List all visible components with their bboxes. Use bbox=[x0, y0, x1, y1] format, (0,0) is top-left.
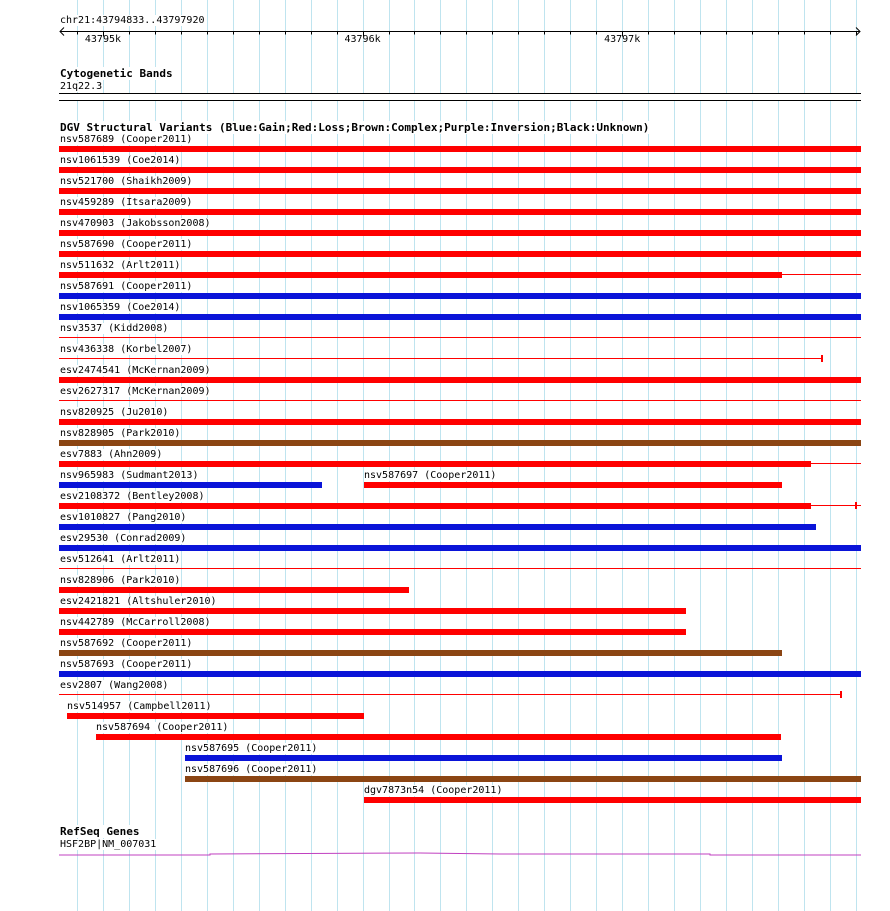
variant-bar[interactable] bbox=[59, 629, 686, 635]
variant-label[interactable]: esv512641 (Arlt2011) bbox=[60, 554, 181, 565]
variant-bar[interactable] bbox=[59, 251, 861, 257]
variant-bar[interactable] bbox=[59, 608, 686, 614]
variant-label[interactable]: nsv587696 (Cooper2011) bbox=[185, 764, 318, 775]
variant-line[interactable] bbox=[59, 337, 861, 338]
variant-bar[interactable] bbox=[364, 797, 861, 803]
variant-bar[interactable] bbox=[364, 482, 782, 488]
variant-end-cap bbox=[855, 502, 857, 509]
variant-label[interactable]: esv2421821 (Altshuler2010) bbox=[60, 596, 217, 607]
variant-label[interactable]: nsv1061539 (Coe2014) bbox=[60, 155, 181, 166]
refseq-gene-label: HSF2BP|NM_007031 bbox=[60, 839, 157, 850]
variant-label[interactable]: nsv1065359 (Coe2014) bbox=[60, 302, 181, 313]
cytoband-bar bbox=[59, 93, 861, 101]
variant-label[interactable]: nsv587697 (Cooper2011) bbox=[364, 470, 497, 481]
refseq-gene-line bbox=[59, 853, 861, 855]
cytoband-track-title: Cytogenetic Bands bbox=[60, 67, 173, 80]
region-label: chr21:43794833..43797920 bbox=[60, 15, 205, 26]
variant-bar[interactable] bbox=[59, 545, 861, 551]
variant-label[interactable]: esv2108372 (Bentley2008) bbox=[60, 491, 205, 502]
refseq-gene-model bbox=[0, 845, 890, 865]
variant-extension-line bbox=[810, 463, 861, 464]
variant-bar[interactable] bbox=[59, 293, 861, 299]
variant-label[interactable]: nsv511632 (Arlt2011) bbox=[60, 260, 181, 271]
variant-line[interactable] bbox=[59, 694, 840, 695]
ruler-tick-label: 43795k bbox=[84, 34, 122, 45]
variant-label[interactable]: nsv442789 (McCarroll2008) bbox=[60, 617, 211, 628]
refseq-track-title: RefSeq Genes bbox=[60, 825, 140, 838]
variant-bar[interactable] bbox=[59, 377, 861, 383]
variant-label[interactable]: nsv3537 (Kidd2008) bbox=[60, 323, 169, 334]
variant-bar[interactable] bbox=[59, 419, 861, 425]
variant-bar[interactable] bbox=[59, 209, 861, 215]
variant-label[interactable]: esv1010827 (Pang2010) bbox=[60, 512, 187, 523]
cytoband-label: 21q22.3 bbox=[60, 81, 103, 92]
variant-label[interactable]: nsv965983 (Sudmant2013) bbox=[60, 470, 199, 481]
variant-bar[interactable] bbox=[59, 524, 816, 530]
variant-label[interactable]: nsv828906 (Park2010) bbox=[60, 575, 181, 586]
variant-label[interactable]: nsv587693 (Cooper2011) bbox=[60, 659, 193, 670]
variant-bar[interactable] bbox=[185, 755, 782, 761]
variant-bar[interactable] bbox=[59, 671, 861, 677]
variant-label[interactable]: esv7883 (Ahn2009) bbox=[60, 449, 163, 460]
variant-label[interactable]: nsv828905 (Park2010) bbox=[60, 428, 181, 439]
variant-line[interactable] bbox=[59, 358, 821, 359]
variant-label[interactable]: esv29530 (Conrad2009) bbox=[60, 533, 187, 544]
ruler-tick-label: 43797k bbox=[604, 34, 641, 45]
variant-bar[interactable] bbox=[59, 314, 861, 320]
variant-label[interactable]: dgv7873n54 (Cooper2011) bbox=[364, 785, 503, 796]
dgv-track-title: DGV Structural Variants (Blue:Gain;Red:Loss;Brown:Complex;Purple:Inversion;Black:Unknown) bbox=[60, 121, 650, 134]
variant-bar[interactable] bbox=[59, 461, 811, 467]
variant-label[interactable]: nsv587694 (Cooper2011) bbox=[96, 722, 229, 733]
variant-label[interactable]: nsv587689 (Cooper2011) bbox=[60, 134, 193, 145]
variant-label[interactable]: esv2807 (Wang2008) bbox=[60, 680, 169, 691]
variant-label[interactable]: esv2474541 (McKernan2009) bbox=[60, 365, 211, 376]
variant-bar[interactable] bbox=[59, 440, 861, 446]
variant-label[interactable]: nsv587691 (Cooper2011) bbox=[60, 281, 193, 292]
variant-end-cap bbox=[821, 355, 823, 362]
variant-bar[interactable] bbox=[59, 482, 322, 488]
variant-label[interactable]: nsv521700 (Shaikh2009) bbox=[60, 176, 193, 187]
variant-extension-line bbox=[810, 505, 861, 506]
variant-label[interactable]: nsv587692 (Cooper2011) bbox=[60, 638, 193, 649]
variant-label[interactable]: nsv436338 (Korbel2007) bbox=[60, 344, 193, 355]
variant-bar[interactable] bbox=[59, 188, 861, 194]
variant-extension-line bbox=[782, 274, 861, 275]
variant-bar[interactable] bbox=[59, 650, 782, 656]
ruler-tick-label: 43796k bbox=[344, 34, 381, 45]
variant-bar[interactable] bbox=[96, 734, 781, 740]
variant-bar[interactable] bbox=[59, 230, 861, 236]
variant-bar[interactable] bbox=[185, 776, 861, 782]
variant-label[interactable]: nsv459289 (Itsara2009) bbox=[60, 197, 193, 208]
variant-label[interactable]: nsv470903 (Jakobsson2008) bbox=[60, 218, 211, 229]
variant-label[interactable]: nsv820925 (Ju2010) bbox=[60, 407, 169, 418]
variant-bar[interactable] bbox=[59, 272, 782, 278]
variant-label[interactable]: nsv587695 (Cooper2011) bbox=[185, 743, 318, 754]
variant-label[interactable]: nsv514957 (Campbell2011) bbox=[67, 701, 212, 712]
variant-bar[interactable] bbox=[59, 146, 861, 152]
variant-end-cap bbox=[840, 691, 842, 698]
variant-bar[interactable] bbox=[59, 587, 409, 593]
variant-bar[interactable] bbox=[59, 167, 861, 173]
variant-line[interactable] bbox=[59, 568, 861, 569]
variant-bar[interactable] bbox=[67, 713, 364, 719]
variant-bar[interactable] bbox=[59, 503, 811, 509]
variant-line[interactable] bbox=[59, 400, 861, 401]
variant-label[interactable]: esv2627317 (McKernan2009) bbox=[60, 386, 211, 397]
variant-label[interactable]: nsv587690 (Cooper2011) bbox=[60, 239, 193, 250]
